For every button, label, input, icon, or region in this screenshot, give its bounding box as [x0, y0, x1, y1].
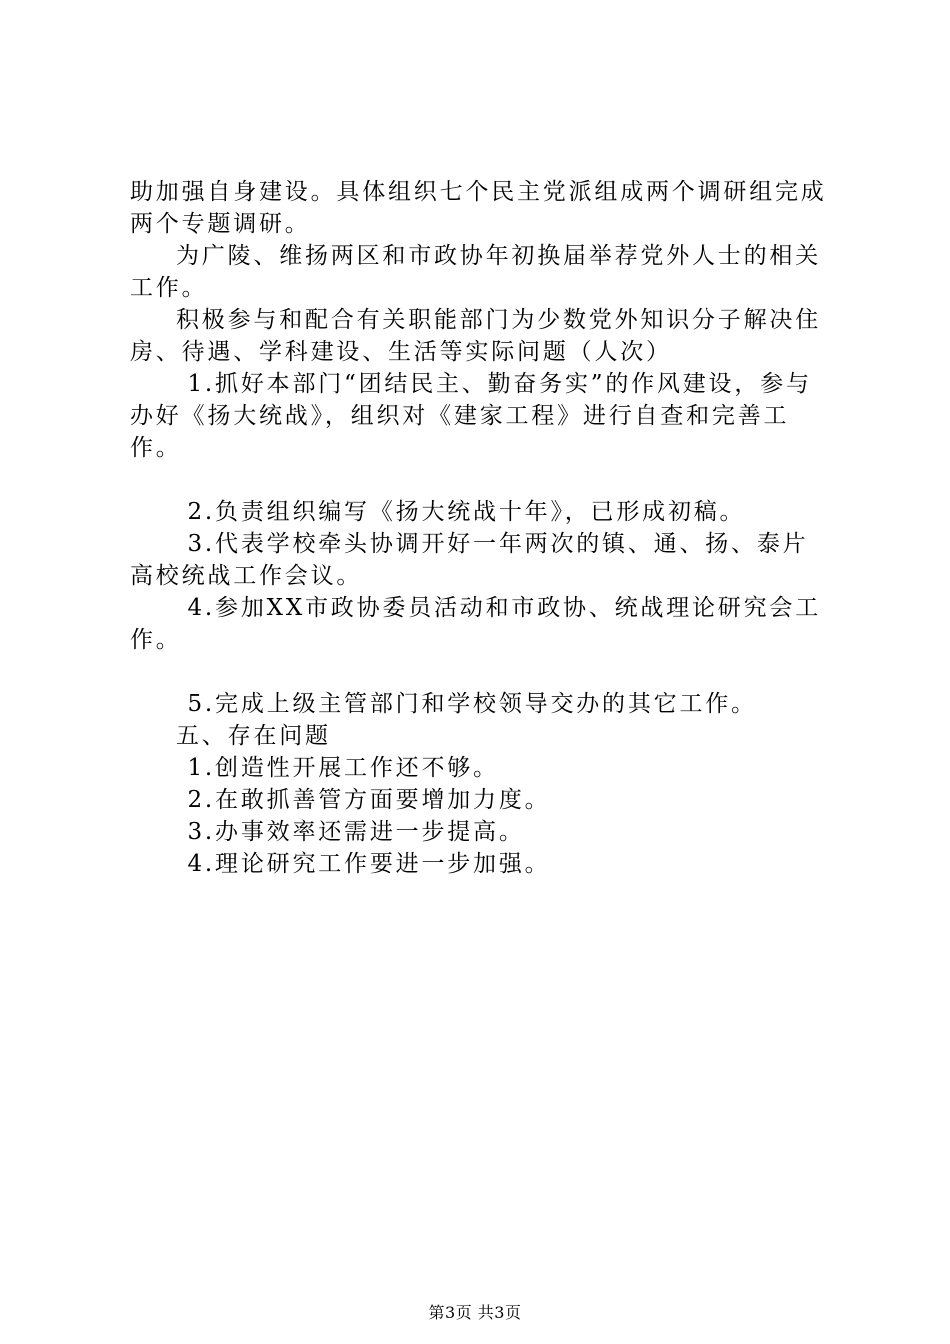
- paragraph-item-5-other-tasks: 5.完成上级主管部门和学校领导交办的其它工作。: [187, 691, 757, 717]
- problem-item-3: 3.办事效率还需进一步提高。: [187, 819, 525, 845]
- paragraph-recommend-candidates: 为广陵、维扬两区和市政协年初换届举荐党外人士的相关工作。: [130, 243, 821, 301]
- section-heading-problems: 五、存在问题: [176, 723, 331, 749]
- page-number-footer: 第3页 共3页: [428, 1303, 522, 1322]
- paragraph-item-3-regional-meeting: 3.代表学校牵头协调开好一年两次的镇、通、扬、泰片高校统战工作会议。: [130, 531, 809, 589]
- problem-item-4: 4.理论研究工作要进一步加强。: [187, 851, 551, 877]
- paragraph-item-2-compile-book: 2.负责组织编写《扬大统战十年》，已形成初稿。: [187, 499, 746, 525]
- paragraph-research-groups: 助加强自身建设。具体组织七个民主党派组成两个调研组完成两个专题调研。: [130, 179, 827, 237]
- problem-item-2: 2.在敢抓善管方面要增加力度。: [187, 787, 551, 813]
- paragraph-item-1-style-building: 1.抓好本部门“团结民主、勤奋务实”的作风建设，参与办好《扬大统战》，组织对《建家工程》进行自查和完善工作。: [130, 371, 812, 461]
- paragraph-intellectuals-support: 积极参与和配合有关职能部门为少数党外知识分子解决住房、待遇、学科建设、生活等实际问题（人次）: [130, 307, 821, 365]
- problem-item-1: 1.创造性开展工作还不够。: [187, 755, 499, 781]
- document-body: [130, 176, 830, 880]
- paragraph-item-4-cppcc-activities: 4.参加XX市政协委员活动和市政协、统战理论研究会工作。: [130, 595, 821, 653]
